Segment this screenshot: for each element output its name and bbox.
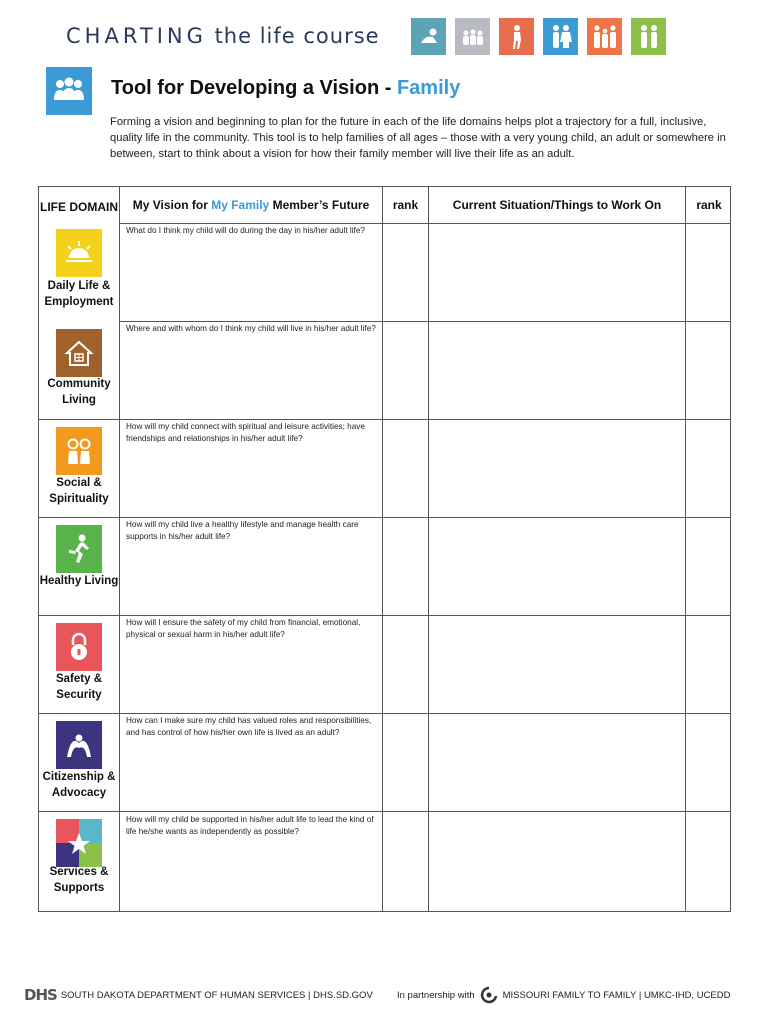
dhs-logo: DHS: [24, 986, 57, 1004]
question-citizenship-advocacy: How can I make sure my child has valued roles and responsibilities, and has control of how his/her own life is lived as an adult?: [126, 716, 372, 738]
star-burst-icon: [56, 819, 102, 867]
question-social-spirituality: How will my child connect with spiritual and leisure activities; have friendships and relationships in his/her adult life?: [126, 422, 365, 444]
brand-charting: CHARTING: [66, 24, 207, 48]
question-services-supports: How will my child be supported in his/her adult life to lead the kind of life he/she wants as independently as possible?: [126, 815, 374, 837]
group-icon: [455, 18, 490, 55]
question-community-living: Where and with whom do I think my child will live in his/her adult life?: [126, 324, 376, 333]
raised-arms-icon: [56, 721, 102, 769]
footer-left: [24, 986, 373, 1004]
domain-label-healthy-living: Healthy Living: [39, 575, 119, 587]
footer-right-text: MISSOURI FAMILY TO FAMILY | UMKC-IHD, UCEDD: [502, 989, 731, 1001]
padlock-icon: [56, 623, 102, 671]
footer-right: [397, 986, 731, 1004]
family-group-icon: [46, 67, 92, 115]
sunrise-icon: [56, 229, 102, 277]
running-person-icon: [56, 525, 102, 573]
domain-label-daily-life: Daily Life & Employment: [44, 280, 114, 308]
house-icon: [56, 329, 102, 377]
title-main: Tool for Developing a Vision -: [111, 77, 397, 99]
question-safety-security: How will I ensure the safety of my child from financial, emotional, physical or sexual harm in his/her adult life?: [126, 618, 361, 640]
life-stage-icon-strip: [411, 18, 666, 55]
couple-icon: [543, 18, 578, 55]
header-vision-accent: My Family: [211, 197, 270, 212]
page-title: [111, 77, 460, 100]
domain-label-services-supports: Services & Supports: [49, 866, 109, 894]
walking-person-icon: [499, 18, 534, 55]
infant-icon: [411, 18, 446, 55]
title-accent: Family: [396, 77, 461, 99]
friends-icon: [56, 427, 102, 475]
elderly-couple-icon: [631, 18, 666, 55]
question-healthy-living: How will my child live a healthy lifestyle and manage health care supports in his/her adult life?: [126, 520, 359, 542]
header-life-domain: LIFE DOMAIN: [40, 199, 118, 214]
question-daily-life: What do I think my child will do during the day in his/her adult life?: [126, 226, 365, 235]
header-vision: [120, 187, 382, 223]
domain-label-community-living: Community Living: [47, 378, 111, 406]
footer-left-text: SOUTH DAKOTA DEPARTMENT OF HUMAN SERVICES | DHS.SD.GOV: [60, 989, 373, 1001]
domain-label-safety-security: Safety & Security: [55, 673, 103, 701]
header-current-situation: Current Situation/Things to Work On: [452, 197, 662, 212]
intro-paragraph: Forming a vision and beginning to plan for the future in each of the life domains helps plot a trajectory for a full, inclusive, quality life in the community. This tool is to help families of all ages – those with a very young child, an adult or somewhere in between, start to think about a vision for how their family member will live their life as an adult.: [110, 116, 726, 160]
header-rank-1: rank: [392, 197, 419, 212]
family-icon: [587, 18, 622, 55]
partner-logo-icon: [479, 986, 499, 1004]
brand-title: [66, 24, 380, 48]
header-vision-pre: My Vision for: [132, 197, 212, 212]
footer-partnership: In partnership with: [397, 989, 475, 1001]
domain-label-social-spirituality: Social & Spirituality: [49, 477, 109, 505]
header-rank-2: rank: [696, 197, 722, 212]
brand-rest: the life course: [206, 24, 380, 48]
domain-label-citizenship-advocacy: Citizenship & Advocacy: [42, 771, 116, 799]
header-vision-post: Member’s Future: [269, 197, 370, 212]
vision-table: [38, 186, 731, 912]
